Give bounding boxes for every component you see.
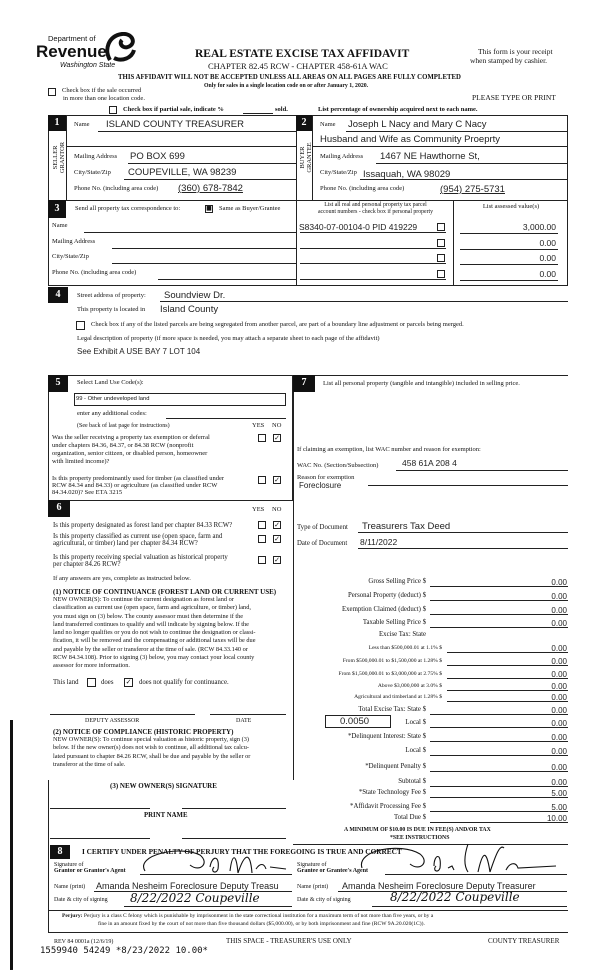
divider xyxy=(48,932,568,933)
sig-label-1: Signature of xyxy=(297,862,327,868)
corr-phone-input[interactable] xyxy=(158,279,296,280)
buyer-name-field[interactable]: Joseph L Nacy and Mary C Nacy xyxy=(348,119,487,130)
fee-label: Taxable Selling Price $ xyxy=(362,619,426,626)
reason-field[interactable]: Foreclosure xyxy=(299,481,342,490)
q-line: agricultural, or timber) land per chapter 84.34 RCW? xyxy=(53,540,198,547)
certify-statement: I CERTIFY UNDER PENALTY OF PERJURY THAT THE FOREGOING IS TRUE AND CORRECT xyxy=(82,847,402,856)
additional-codes-input[interactable] xyxy=(166,418,286,419)
divider xyxy=(293,375,568,376)
local-rate: 0.0050 xyxy=(340,716,370,727)
fee-input-line xyxy=(430,727,568,728)
q-line: with limited income)? xyxy=(52,458,110,465)
correspondence-label: Send all property tax correspondence to: xyxy=(75,205,181,212)
underline xyxy=(300,232,446,233)
completion-warning: THIS AFFIDAVIT WILL NOT BE ACCEPTED UNLESS ALL AREAS ON ALL PAGES ARE FULLY COMPLETED xyxy=(118,74,461,81)
please-type: PLEASE TYPE OR PRINT xyxy=(472,93,556,102)
partial-sale-checkbox[interactable] xyxy=(109,106,117,114)
q-line: Is this property classified as current use (open space, farm and xyxy=(53,533,223,540)
divider xyxy=(48,500,293,501)
notice-line: below. If the new owner(s) does not wish to continue, all additional tax calcu- xyxy=(53,744,249,752)
fee-label: Above $3,000,000 at 3.0% $ xyxy=(377,683,442,689)
fee-input-line xyxy=(430,755,568,756)
buyer-mailing-field[interactable]: 1467 NE Hawthorne St, xyxy=(380,151,480,162)
divider xyxy=(66,146,296,147)
grantee-sig-label xyxy=(297,862,368,874)
notice-line: NEW OWNER(S): To continue the current designation as forest land or xyxy=(53,596,234,603)
q-line: organization, senior citizen, or disabled person, homeowner xyxy=(52,450,208,457)
fee-value[interactable]: 5.00 xyxy=(551,789,567,798)
county-field[interactable]: Island County xyxy=(160,304,219,315)
buyer-city-field[interactable]: Issaquah, WA 98029 xyxy=(363,169,451,180)
section-3-badge: 3 xyxy=(48,200,66,218)
sig-label-2: Grantor or Grantor's Agent xyxy=(54,868,126,874)
fee-label: *Affidavit Processing Fee $ xyxy=(350,803,426,810)
seller-name-field[interactable]: ISLAND COUNTY TREASURER xyxy=(106,119,244,130)
underline xyxy=(300,279,446,280)
doc-date-label: Date of Document xyxy=(297,540,348,547)
dor-logo-icon xyxy=(104,32,136,62)
notice-line: transferor at the time of sale. xyxy=(53,760,126,768)
notice-continuance-title: (1) NOTICE OF CONTINUANCE (FOREST LAND OR CURRENT USE) xyxy=(53,588,277,596)
q2-yes-checkbox[interactable] xyxy=(258,476,266,484)
personal-property-checkbox[interactable] xyxy=(437,239,445,247)
fee-input-line xyxy=(447,665,568,666)
underline xyxy=(396,470,568,471)
additional-codes-label: enter any additional codes: xyxy=(77,410,147,417)
section-4-badge: 4 xyxy=(48,287,68,303)
doc-date-field[interactable]: 8/11/2022 xyxy=(360,537,398,547)
current-use-question xyxy=(53,533,222,547)
doc-type-label: Type of Document xyxy=(297,524,348,531)
underline xyxy=(128,163,296,164)
street-field[interactable]: Soundview Dr. xyxy=(164,290,226,301)
fee-value[interactable]: 0.00 xyxy=(551,682,567,691)
grantor-signature xyxy=(140,845,290,877)
fee-value[interactable]: 0.00 xyxy=(551,747,567,756)
historic-question xyxy=(53,554,228,568)
fee-input-line xyxy=(430,614,568,615)
seller-phone-label: Phone No. (including area code) xyxy=(74,185,159,192)
notice-line: land no longer qualifies or you do not wish to continue the designation or classi- xyxy=(53,629,256,637)
if-yes-note: If any answers are yes, complete as instructed below. xyxy=(53,575,191,582)
located-label: This property is located in xyxy=(77,306,146,313)
multi-location-checkbox[interactable] xyxy=(48,88,56,96)
column-divider xyxy=(293,375,294,780)
corr-mailing-label: Mailing Address xyxy=(52,238,96,245)
left-margin-bar xyxy=(10,720,13,970)
underline xyxy=(346,131,568,132)
grantee-date-city[interactable]: 8/22/2022 Coupeville xyxy=(390,890,520,904)
segregated-label: Check box if any of the listed parcels are being segregated from another parcel, are part of a boundary line adjustment or parcels being merged. xyxy=(91,321,464,328)
fee-input-line xyxy=(447,652,568,653)
grantee-print-name[interactable]: Amanda Nesheim Foreclosure Deputy Treasurer xyxy=(342,881,536,891)
see-back-note: (See back of last page for instructions) xyxy=(77,423,170,429)
notice-compliance-text xyxy=(53,736,250,769)
fee-label: Exemption Claimed (deduct) $ xyxy=(342,606,426,613)
fee-value[interactable]: 0.00 xyxy=(551,619,567,628)
underline xyxy=(358,548,568,549)
parcel-header xyxy=(298,202,453,216)
exemption-label: If claiming an exemption, list WAC number and reason for exemption: xyxy=(297,446,481,453)
assessed-value[interactable]: 0.00 xyxy=(539,269,556,279)
assessed-value[interactable]: 0.00 xyxy=(539,253,556,263)
new-owner-signature-line-2[interactable] xyxy=(182,808,286,809)
fee-input-line xyxy=(447,678,568,679)
land-use-select[interactable] xyxy=(74,393,286,406)
fee-value[interactable]: 0.00 xyxy=(551,578,567,587)
forest-question: Is this property designated as forest land per chapter 84.33 RCW? xyxy=(53,522,233,529)
does-not-qualify-checkbox[interactable]: ✓ xyxy=(125,678,132,686)
sold-label: sold. xyxy=(275,106,288,113)
fee-label: Subtotal $ xyxy=(398,778,426,785)
q-line: Is this property predominantly used for timber (as classified under xyxy=(52,475,225,482)
underline xyxy=(360,179,568,180)
q1-no-checkbox[interactable]: ✓ xyxy=(274,434,280,442)
q-line: Was the seller receiving a property tax exemption or deferral xyxy=(52,434,210,441)
fee-label: Less than $500,000.01 at 1.1% $ xyxy=(368,645,442,651)
fee-value[interactable]: 0.00 xyxy=(551,719,567,728)
receipt-note: This form is your receipt xyxy=(478,47,553,56)
street-label: Street address of property: xyxy=(77,292,146,299)
personal-property-checkbox[interactable] xyxy=(437,270,445,278)
this-land-label: This land xyxy=(53,679,79,686)
treasurer-use-label: THIS SPACE - TREASURER'S USE ONLY xyxy=(226,937,352,945)
fee-label: Agricultural and timberland at 1.28% $ xyxy=(354,694,442,700)
corr-phone-label: Phone No. (including area code) xyxy=(52,269,137,276)
buyer-city-label: City/State/Zip xyxy=(320,169,357,176)
personal-property-checkbox[interactable] xyxy=(437,223,445,231)
fee-label: From $500,000.01 to $1,500,000 at 1.28% $ xyxy=(342,658,442,664)
corr-city-input[interactable] xyxy=(112,263,296,264)
buyer-side-label xyxy=(299,135,313,180)
fee-value[interactable]: 0.00 xyxy=(551,592,567,601)
notice-line: assessor for more information. xyxy=(53,662,130,670)
underline xyxy=(460,264,558,265)
fee-value[interactable]: 0.00 xyxy=(551,670,567,679)
location-note: Only for sales in a single location code on or after January 1, 2020. xyxy=(204,83,369,89)
section-7-badge: 7 xyxy=(293,375,315,392)
form-revision: REV 84 0001a (12/6/19) xyxy=(54,939,114,945)
print-name-line[interactable] xyxy=(50,838,150,839)
q-line: Is this property receiving special valuation as historical property xyxy=(53,554,228,561)
logo-washington: Washington State xyxy=(60,62,116,69)
fee-input-line xyxy=(430,771,568,772)
assessed-value[interactable]: 3,000.00 xyxy=(522,222,556,232)
does-not-label: does not qualify for continuance. xyxy=(139,679,229,686)
divider xyxy=(48,910,568,911)
fee-input-line xyxy=(430,714,568,715)
fee-value[interactable]: 0.00 xyxy=(551,693,567,702)
underline xyxy=(98,131,296,132)
seller-city-label: City/State/Zip xyxy=(74,169,111,176)
underline xyxy=(124,179,296,180)
fee-label: Total Excise Tax: State $ xyxy=(358,706,426,713)
notice-line: NEW OWNER(S): To continue special valuation as historic property, sign (3) xyxy=(53,736,250,743)
fee-input-line xyxy=(430,627,568,628)
underline xyxy=(358,532,568,533)
section-8-badge: 8 xyxy=(50,845,70,859)
buyer-side-2: GRANTEE xyxy=(306,142,313,173)
underline xyxy=(460,280,558,281)
seller-city-field[interactable]: COUPEVILLE, WA 98239 xyxy=(128,167,237,178)
fee-input-line xyxy=(430,811,568,812)
left-border xyxy=(48,780,49,845)
underline xyxy=(376,163,568,164)
seller-mailing-label: Mailing Address xyxy=(74,153,118,160)
new-owner-signature-line[interactable] xyxy=(50,808,150,809)
reason-label: Reason for exemption xyxy=(297,474,355,481)
perjury-label: Perjury: xyxy=(62,913,83,919)
q-line: 84.34.020)? See ETA 3215 xyxy=(52,489,123,496)
divider xyxy=(48,200,568,201)
section-5-badge: 5 xyxy=(48,375,68,392)
fee-value[interactable]: 0.00 xyxy=(551,657,567,666)
minimum-due-note: A MINIMUM OF $10.00 IS DUE IN FEE(S) AND/OR TAX xyxy=(344,827,491,833)
grantor-date-city[interactable]: 8/22/2022 Coupeville xyxy=(130,891,260,905)
no-header: NO xyxy=(272,422,282,429)
see-instructions-note: *SEE INSTRUCTIONS xyxy=(390,835,450,841)
fee-input-line xyxy=(430,586,568,587)
fee-value[interactable]: 0.00 xyxy=(551,706,567,715)
logo-revenue: Revenue xyxy=(36,42,107,61)
multi-location-label-2: in more than one location code. xyxy=(63,95,145,102)
perjury-line-1: Perjury is a class C felony which is punishable by imprisonment in the state correctional institution for a maximum term of not more than five years, or by a xyxy=(83,913,434,919)
fee-value[interactable]: 0.00 xyxy=(551,763,567,772)
exemption-question xyxy=(52,434,210,466)
section-2-badge: 2 xyxy=(296,115,312,131)
underline xyxy=(300,248,446,249)
divider xyxy=(66,115,67,200)
receipt-note-2: when stamped by cashier. xyxy=(470,56,548,65)
personal-property-checkbox[interactable] xyxy=(437,254,445,262)
notice-line: RCW 84.34.108). Prior to signing (3) below, you may contact your local county xyxy=(53,654,255,662)
notice-line: fication, it will be removed and the compensating or additional taxes will be due xyxy=(53,637,256,645)
fee-value[interactable]: 10.00 xyxy=(546,814,567,823)
form-subtitle: CHAPTER 82.45 RCW - CHAPTER 458-61A WAC xyxy=(208,61,388,71)
multi-location-label: Check box if the sale occurred xyxy=(62,87,142,94)
county-treasurer-label: COUNTY TREASURER xyxy=(488,937,560,945)
deputy-assessor-label: DEPUTY ASSESSOR xyxy=(85,718,140,724)
ownership-note: List percentage of ownership acquired next to each name. xyxy=(318,106,478,113)
seller-side-1: SELLER xyxy=(52,145,59,170)
section-1-badge: 1 xyxy=(48,115,66,131)
fee-value[interactable]: 0.00 xyxy=(551,606,567,615)
seller-mailing-field[interactable]: PO BOX 699 xyxy=(130,151,185,162)
underline xyxy=(300,263,446,264)
no-header: NO xyxy=(272,506,282,513)
notice-continuance-text xyxy=(53,596,256,671)
fee-input-line xyxy=(430,786,568,787)
historic-no-checkbox[interactable]: ✓ xyxy=(274,556,280,564)
partial-percent-input[interactable] xyxy=(243,113,273,114)
forest-no-checkbox[interactable]: ✓ xyxy=(274,521,280,529)
form-title: REAL ESTATE EXCISE TAX AFFIDAVIT xyxy=(195,48,410,60)
parcel-header-2: account numbers - check box if personal property xyxy=(317,209,434,215)
grantor-print-name[interactable]: Amanda Nesheim Foreclosure Deputy Treasu xyxy=(96,881,279,891)
q-line: per chapter 84.26 RCW? xyxy=(53,561,121,568)
fee-value[interactable]: 0.00 xyxy=(551,733,567,742)
fee-label: Excise Tax: State xyxy=(379,631,426,638)
corr-city-label: City/State/Zip xyxy=(52,253,89,260)
print-name-line-2[interactable] xyxy=(182,838,286,839)
cashier-stamp: 1559940 54249 *8/23/2022 10.00* xyxy=(40,946,208,956)
q2-no-checkbox[interactable]: ✓ xyxy=(274,476,280,484)
buyer-name-line-2[interactable]: Husband and Wife as Community Proeprty xyxy=(320,134,501,145)
deputy-assessor-signature-line[interactable] xyxy=(50,714,195,715)
underline xyxy=(460,233,558,234)
wac-label: WAC No. (Section/Subsection) xyxy=(297,462,379,469)
wac-field[interactable]: 458 61A 208 4 xyxy=(402,458,457,468)
grantee-name-label: Name (print) xyxy=(297,884,329,890)
forest-yes-checkbox[interactable] xyxy=(258,521,266,529)
sig-label-1: Signature of xyxy=(54,862,84,868)
assessed-value[interactable]: 0.00 xyxy=(539,238,556,248)
doc-type-field[interactable]: Treasurers Tax Deed xyxy=(362,521,451,532)
logo-department: Department of xyxy=(48,34,96,43)
left-border xyxy=(48,845,49,933)
assessed-value-header: List assessed value(s) xyxy=(482,203,540,210)
fee-input-line xyxy=(430,822,568,823)
notice-line: you must sign on (3) below. The county assessor must then determine if the xyxy=(53,612,244,620)
q1-yes-checkbox[interactable] xyxy=(258,434,266,442)
corr-name-input[interactable] xyxy=(84,232,296,233)
grantee-date-label: Date & city of signing xyxy=(297,897,351,903)
land-use-code: 99 - Other undeveloped land xyxy=(76,396,150,402)
fee-label: Personal Property (deduct) $ xyxy=(348,592,426,599)
buyer-name-label: Name xyxy=(320,121,336,128)
yes-header: YES xyxy=(252,506,265,513)
grantor-name-label: Name (print) xyxy=(54,884,86,890)
assessor-date-label: DATE xyxy=(236,718,252,724)
divider xyxy=(453,200,454,286)
underline xyxy=(460,249,558,250)
fee-label: *Delinquent Interest: State $ xyxy=(348,733,426,740)
fee-label: Local $ xyxy=(405,747,426,754)
buyer-side-1: BUYER xyxy=(299,146,306,169)
notice-compliance-title: (2) NOTICE OF COMPLIANCE (HISTORIC PROPERTY) xyxy=(53,728,234,736)
assessor-date-line[interactable] xyxy=(210,714,286,715)
corr-mailing-input[interactable] xyxy=(112,248,296,249)
land-use-label: Select Land Use Code(s): xyxy=(77,379,144,386)
section-6-badge: 6 xyxy=(48,500,70,517)
corr-name-label: Name xyxy=(52,222,68,229)
fee-input-line xyxy=(447,690,568,691)
fee-label: Total Due $ xyxy=(394,814,426,821)
buyer-phone-label: Phone No. (including area code) xyxy=(320,185,405,192)
buyer-mailing-label: Mailing Address xyxy=(320,153,364,160)
fee-value[interactable]: 5.00 xyxy=(551,803,567,812)
print-name-label: PRINT NAME xyxy=(144,812,188,819)
legal-label: Legal description of property (if more space is needed, you may attach a separate sheet to each page of the affidavit) xyxy=(77,335,380,342)
notice-line: classification as current use (open space, farm and agriculture, or timber) land, xyxy=(53,604,251,612)
fee-input-line xyxy=(430,741,568,742)
segregated-checkbox[interactable] xyxy=(76,321,85,330)
fee-label: From $1,500,000.01 to $3,000,000 at 2.75% $ xyxy=(338,671,442,677)
divider xyxy=(312,146,568,147)
same-as-buyer-label: Same as Buyer/Grantee xyxy=(219,205,281,212)
underline xyxy=(368,485,568,486)
seller-name-label: Name xyxy=(74,121,90,128)
fee-value[interactable]: 0.00 xyxy=(551,778,567,787)
parcel-header-1: List all real and personal property tax parcel xyxy=(324,202,427,208)
perjury-line-2: fine in an amount fixed by the court of not more than five thousand dollars ($5,000.00), or by both imprisonment and fine (RCW 9A.20.020(1C)). xyxy=(98,921,425,927)
underline xyxy=(160,301,568,302)
current-use-no-checkbox[interactable]: ✓ xyxy=(274,535,280,543)
new-owner-signature-label: (3) NEW OWNER(S) SIGNATURE xyxy=(110,782,217,790)
parcel-number[interactable]: S8340-07-00104-0 PID 419229 xyxy=(299,222,418,232)
legal-description-field[interactable]: See Exhibit A USE BAY 7 LOT 104 xyxy=(77,347,201,356)
partial-sale-label: Check box if partial sale, indicate % xyxy=(123,106,224,113)
notice-line: land transferred continues to qualify and will indicate by signing below. If the xyxy=(53,620,249,628)
grantee-signature xyxy=(360,840,560,876)
current-use-yes-checkbox[interactable] xyxy=(258,535,266,543)
fee-input-line xyxy=(447,701,568,702)
grantor-date-label: Date & city of signing xyxy=(54,897,108,903)
seller-side-label xyxy=(52,135,66,180)
fee-label: *State Technology Fee $ xyxy=(358,789,426,796)
underline xyxy=(124,906,292,907)
sig-label-2: Grantee or Grantee's Agent xyxy=(297,868,369,874)
personal-property-label: List all personal property (tangible and intangible) included in selling price. xyxy=(323,380,520,387)
perjury-notice xyxy=(62,913,433,920)
fee-label: *Delinquent Penalty $ xyxy=(365,763,426,770)
historic-yes-checkbox[interactable] xyxy=(258,556,266,564)
notice-line: and payable by the seller or transferor at the time of sale. (RCW 84.33.140 or xyxy=(53,645,248,653)
timber-question xyxy=(52,475,224,496)
fee-input-line xyxy=(430,797,568,798)
fee-value[interactable]: 0.00 xyxy=(551,644,567,653)
seller-phone-field[interactable]: (360) 678-7842 xyxy=(178,183,243,194)
q-line: RCW 84.34 and 84.33) or agriculture (as classified under RCW xyxy=(52,482,218,489)
underline xyxy=(372,906,567,907)
same-as-buyer-checkbox[interactable]: ■ xyxy=(206,205,212,212)
fee-label: Gross Selling Price $ xyxy=(368,578,426,585)
fee-input-line xyxy=(430,600,568,601)
yes-header: YES xyxy=(252,422,265,429)
notice-line: lated pursuant to chapter 84.26 RCW, shall be due and payable by the seller or xyxy=(53,752,251,760)
buyer-phone-field[interactable]: (954) 275-5731 xyxy=(440,184,505,195)
q-line: under chapters 84.36, 84.37, or 84.38 RCW (nonprofit xyxy=(52,442,194,449)
seller-side-2: GRANTOR xyxy=(59,141,66,174)
does-label: does xyxy=(101,679,114,686)
fee-label: Local $ xyxy=(405,719,426,726)
does-qualify-checkbox[interactable] xyxy=(87,678,96,687)
grantor-sig-label xyxy=(54,862,126,874)
